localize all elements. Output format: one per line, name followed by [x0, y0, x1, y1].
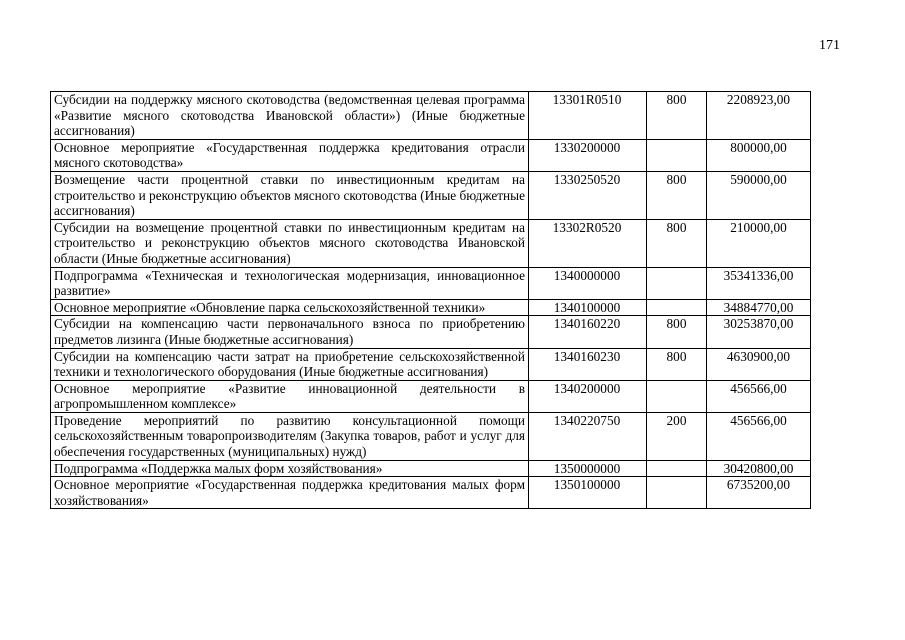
row-amount: 590000,00: [707, 171, 811, 219]
page-number: 171: [819, 38, 840, 53]
table-row: [51, 380, 811, 412]
row-name: Подпрограмма «Поддержка малых форм хозяйствования»: [51, 460, 529, 477]
row-code: 1340220750: [529, 412, 647, 460]
row-code: 1330250520: [529, 171, 647, 219]
row-amount: 4630900,00: [707, 348, 811, 380]
row-amount: 30253870,00: [707, 316, 811, 348]
table-row: [51, 299, 811, 316]
table-row: [51, 267, 811, 299]
row-amount: 800000,00: [707, 139, 811, 171]
row-code: 1330200000: [529, 139, 647, 171]
row-expense-type: [647, 460, 707, 477]
row-expense-type: 200: [647, 412, 707, 460]
row-code: 1350100000: [529, 477, 647, 509]
row-name: Основное мероприятие «Развитие инновационной деятельности в агропромышленном комплексе»: [51, 380, 529, 412]
row-name: Проведение мероприятий по развитию консультационной помощи сельскохозяйственным товаропроизводителям (Закупка товаров, работ и услуг для обеспечения государственных (муниципальных) нужд): [51, 412, 529, 460]
row-expense-type: [647, 380, 707, 412]
row-name: Субсидии на компенсацию части затрат на приобретение сельскохозяйственной техники и технологического оборудования (Иные бюджетные ассигнования): [51, 348, 529, 380]
row-amount: 2208923,00: [707, 92, 811, 140]
row-name: Субсидии на поддержку мясного скотоводства (ведомственная целевая программа «Развитие мясного скотоводства Ивановской области») (Иные бюджетные ассигнования): [51, 92, 529, 140]
row-code: 13302R0520: [529, 219, 647, 267]
row-code: 1340160220: [529, 316, 647, 348]
row-code: 1340100000: [529, 299, 647, 316]
row-amount: 210000,00: [707, 219, 811, 267]
table-row: [51, 348, 811, 380]
row-code: 1340000000: [529, 267, 647, 299]
row-name: Субсидии на компенсацию части первоначального взноса по приобретению предметов лизинга (Иные бюджетные ассигнования): [51, 316, 529, 348]
row-expense-type: 800: [647, 348, 707, 380]
row-code: 1340200000: [529, 380, 647, 412]
row-name: Субсидии на возмещение процентной ставки по инвестиционным кредитам на строительство и реконструкцию объектов мясного скотоводства Ивановской области (Иные бюджетные ассигнования): [51, 219, 529, 267]
table-row: [51, 92, 811, 140]
row-amount: 30420800,00: [707, 460, 811, 477]
table-row: [51, 316, 811, 348]
row-code: 1340160230: [529, 348, 647, 380]
row-expense-type: 800: [647, 316, 707, 348]
budget-table-body: [51, 92, 811, 509]
row-expense-type: 800: [647, 92, 707, 140]
row-amount: 34884770,00: [707, 299, 811, 316]
row-name: Возмещение части процентной ставки по инвестиционным кредитам на строительство и реконструкцию объектов мясного скотоводства (Иные бюджетные ассигнования): [51, 171, 529, 219]
row-name: Основное мероприятие «Обновление парка сельскохозяйственной техники»: [51, 299, 529, 316]
row-expense-type: [647, 299, 707, 316]
row-name: Подпрограмма «Техническая и технологическая модернизация, инновационное развитие»: [51, 267, 529, 299]
row-amount: 456566,00: [707, 412, 811, 460]
row-expense-type: 800: [647, 219, 707, 267]
row-amount: 35341336,00: [707, 267, 811, 299]
row-code: 1350000000: [529, 460, 647, 477]
budget-table: [50, 91, 811, 509]
row-amount: 456566,00: [707, 380, 811, 412]
table-row: [51, 219, 811, 267]
table-row: [51, 171, 811, 219]
table-row: [51, 139, 811, 171]
row-amount: 6735200,00: [707, 477, 811, 509]
table-row: [51, 460, 811, 477]
row-expense-type: [647, 477, 707, 509]
table-row: [51, 412, 811, 460]
row-name: Основное мероприятие «Государственная поддержка кредитования отрасли мясного скотоводства»: [51, 139, 529, 171]
row-name: Основное мероприятие «Государственная поддержка кредитования малых форм хозяйствования»: [51, 477, 529, 509]
table-row: [51, 477, 811, 509]
row-code: 13301R0510: [529, 92, 647, 140]
row-expense-type: [647, 139, 707, 171]
row-expense-type: 800: [647, 171, 707, 219]
row-expense-type: [647, 267, 707, 299]
